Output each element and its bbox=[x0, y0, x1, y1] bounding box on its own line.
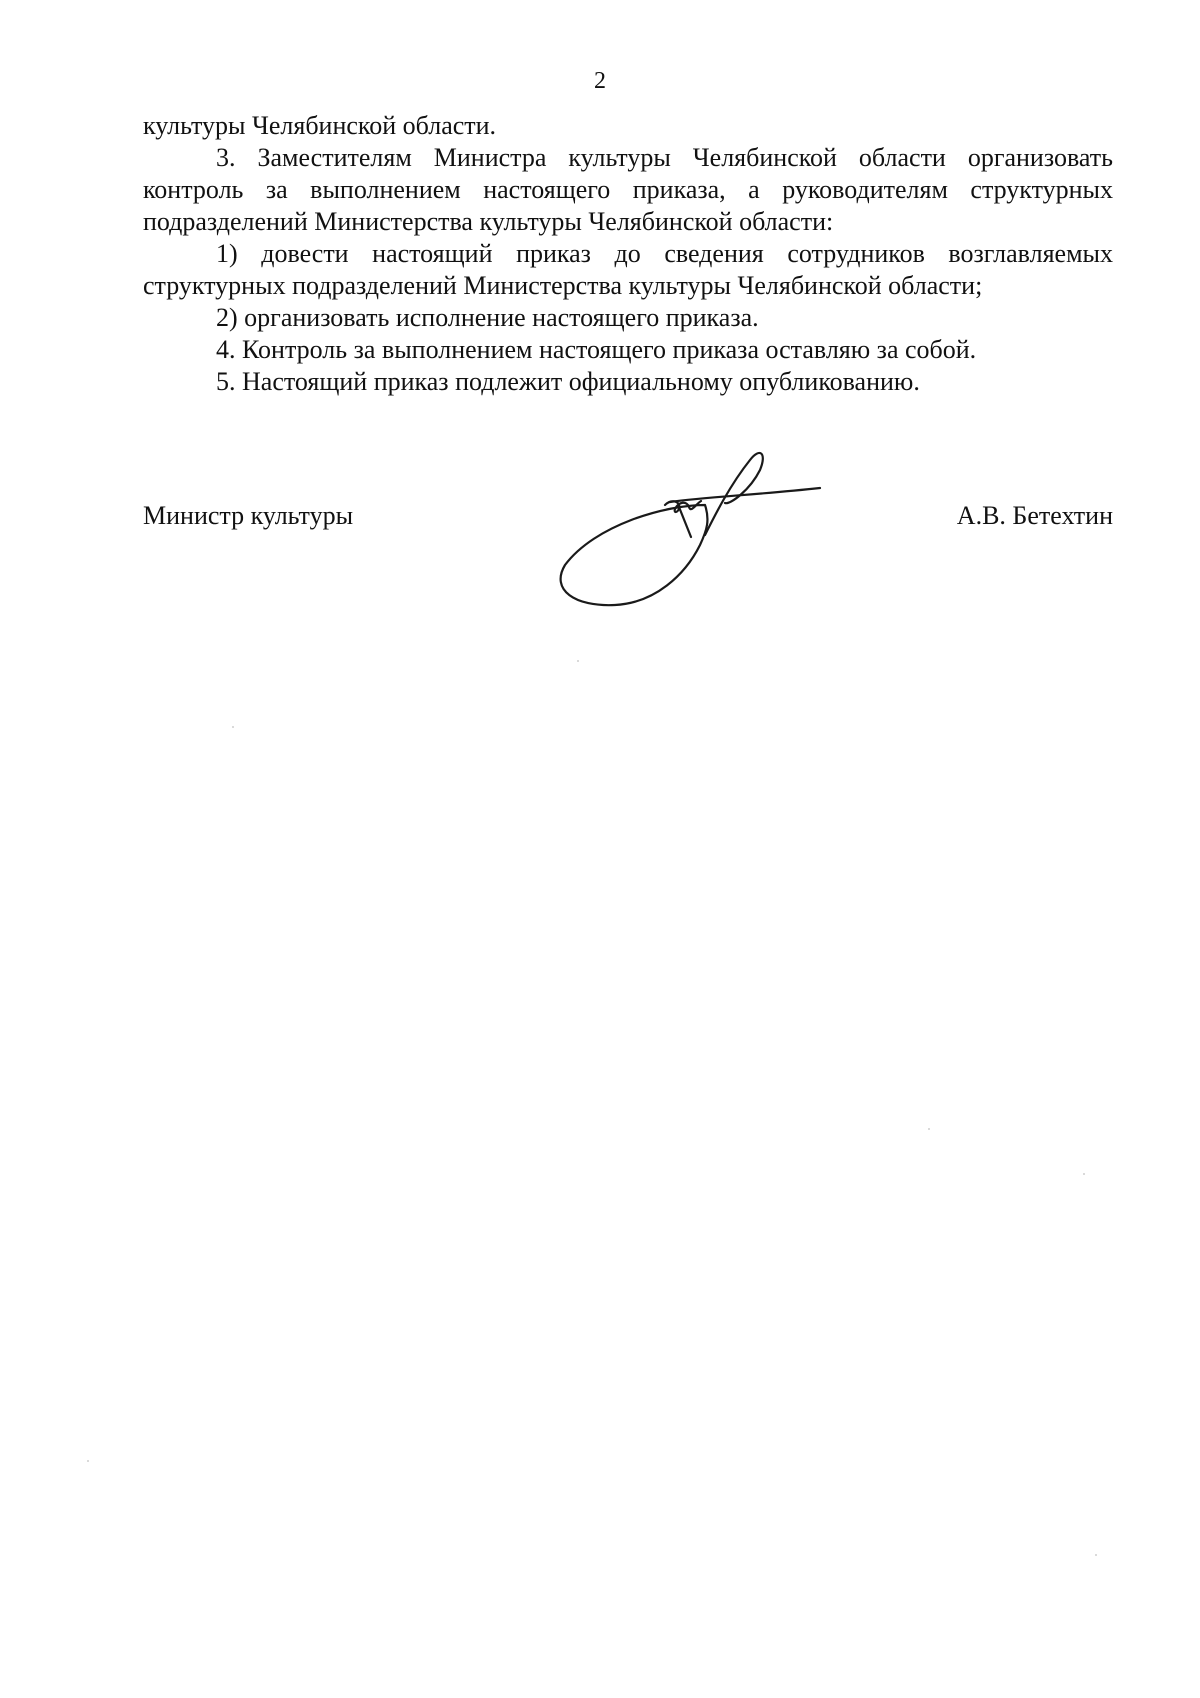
paragraph-item-4: 4. Контроль за выполнением настоящего приказа оставляю за собой. bbox=[216, 335, 977, 364]
document-body bbox=[143, 110, 1113, 398]
paragraph-item-3: 3. Заместителям Министра культуры Челябинской области организовать контроль за выполнением настоящего приказа, а руководителям структурных подразделений Министерства культуры Челябинской области: bbox=[143, 143, 1113, 236]
paragraph-continuation: культуры Челябинской области. bbox=[143, 111, 497, 140]
page-number: 2 bbox=[594, 68, 606, 94]
signatory-title: Министр культуры bbox=[143, 501, 354, 530]
paragraph-item-5: 5. Настоящий приказ подлежит официальному опубликованию. bbox=[216, 367, 920, 396]
paragraph-subitem-2: 2) организовать исполнение настоящего приказа. bbox=[216, 303, 759, 332]
handwritten-signature-icon bbox=[555, 445, 830, 610]
signatory-name: А.В. Бетехтин bbox=[956, 501, 1113, 530]
paragraph-subitem-1: 1) довести настоящий приказ до сведения сотрудников возглавляемых структурных подразделений Министерства культуры Челябинской области; bbox=[143, 239, 1113, 300]
